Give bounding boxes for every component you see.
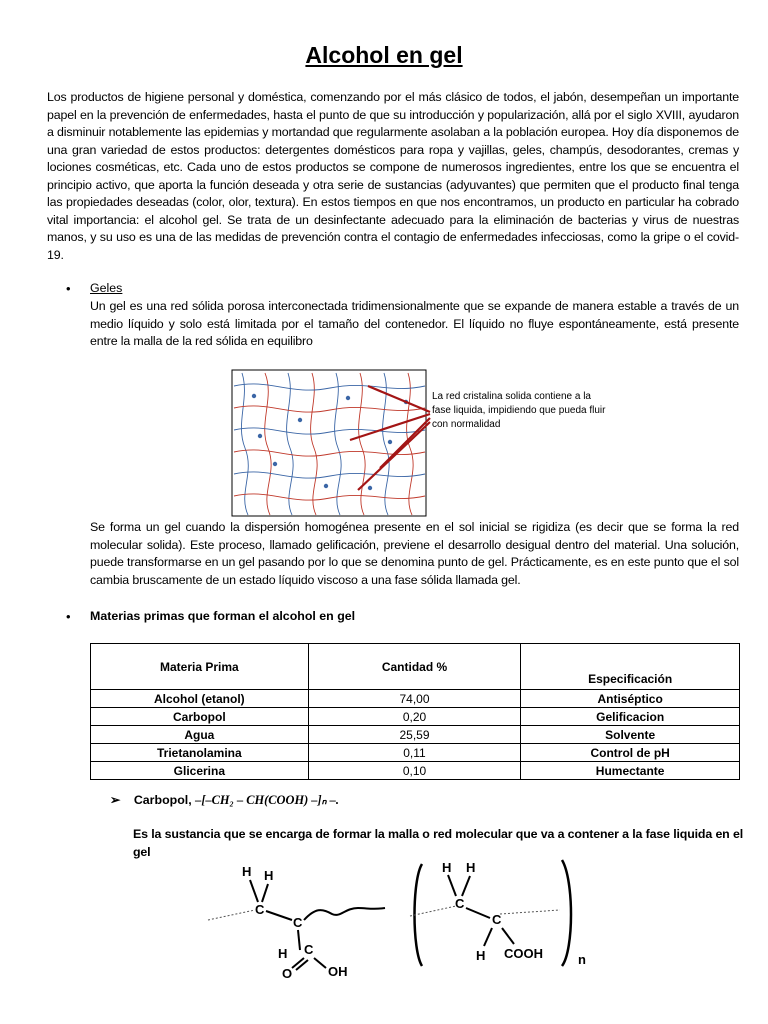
gelation-paragraph: Se forma un gel cuando la dispersión homogénea presente en el sol inicial se rigidiza (es decir que se forma la red molecular solida). Este proceso, llamado gelificación, previene el desarrollo desigual dentro del material. Una solución, puede transformarse en un gel pasando por lo que se denomina punto de gel. Prácticamente, es en este punto que el sol cambia bruscamente de un estado líquido viscoso a una fase sólida llamada gel. (90, 520, 739, 587)
table-cell: 0,20 (308, 708, 521, 726)
table-cell: 0,11 (308, 744, 521, 762)
table-header-row (91, 644, 740, 690)
carbopol-item (110, 792, 339, 808)
bullet-materias: • (66, 609, 71, 624)
table-cell: Antiséptico (521, 690, 740, 708)
table-cell: 74,00 (308, 690, 521, 708)
table-row (91, 744, 740, 762)
table-cell: 25,59 (308, 726, 521, 744)
table-row (91, 708, 740, 726)
atom-label: H (442, 860, 452, 875)
carbopol-formula: –[–CH₂ – CH(COOH) –]ₙ –. (195, 793, 339, 807)
page-title: Alcohol en gel (305, 42, 463, 68)
diagram-caption: La red cristalina solida contiene a la fase liquida, impidiendo que pueda fluir con normalidad (432, 391, 606, 430)
geles-paragraph: Un gel es una red sólida porosa interconectada tridimensionalmente que se expande de manera estable a través de un medio líquido y solo está limitada por el tamaño del contenedor. El líquido no fluye espontáneamente, está presente entre la malla de la red sólida en equilibro (90, 299, 739, 348)
bullet-geles: • (66, 281, 71, 296)
atom-label: H (278, 946, 288, 961)
geles-heading: Geles (90, 281, 123, 295)
table-cell: Solvente (521, 726, 740, 744)
atom-label: C (304, 942, 314, 957)
table-cell: Control de pH (521, 744, 740, 762)
table-cell: 0,10 (308, 762, 521, 780)
table-cell: Alcohol (etanol) (91, 690, 309, 708)
column-header: Especificación (521, 644, 740, 690)
column-header: Cantidad % (308, 644, 521, 690)
table-cell: Gelificacion (521, 708, 740, 726)
atom-label: H (476, 948, 486, 963)
carbopol-description: Es la sustancia que se encarga de formar la malla o red molecular que va a contener a la fase liquida en el gel (133, 827, 743, 859)
column-header: Materia Prima (91, 644, 309, 690)
materias-heading: Materias primas que forman el alcohol en gel (90, 609, 356, 623)
carbopol-label: Carbopol, (133, 793, 192, 807)
table-cell: Agua (91, 726, 309, 744)
subscript-n: n (578, 952, 586, 967)
atom-label: COOH (504, 946, 543, 961)
arrow-bullet-icon: ➢ (110, 793, 121, 807)
table-row (91, 690, 740, 708)
atom-label: C (255, 902, 265, 917)
table-cell: Glicerina (91, 762, 309, 780)
carbopol-structure-diagram (200, 850, 610, 980)
atom-label: C (492, 912, 502, 927)
atom-label: OH (328, 964, 348, 979)
table-cell: Trietanolamina (91, 744, 309, 762)
raw-materials-table (90, 643, 740, 780)
atom-label: C (455, 896, 465, 911)
table-row (91, 726, 740, 744)
atom-label: H (264, 868, 274, 883)
table-cell: Humectante (521, 762, 740, 780)
atom-label: H (242, 864, 252, 879)
intro-paragraph: Los productos de higiene personal y doméstica, comenzando por el más clásico de todos, el jabón, desempeñan un importante papel en la prevención de enfermedades, hasta el punto de que su introducción y popularización, allá por el siglo XVIII, ayudaron a disminuir notablemente las epidemias y mortandad que regularmente asolaban a la población europea. Hoy día disponemos de una gran variedad de estos productos: detergentes domésticos para ropa y vajillas, geles, champús, desodorantes, cremas y lociones cosméticas, etc. Cada uno de estos productos se compone de numerosos ingredientes, entre los que se encuentra el principio activo, que aporta la función deseada y otra serie de sustancias (adyuvantes) que permiten que el producto final tenga las propiedades deseadas (color, olor, textura). En estos tiempos en que nos encontramos, un producto en particular ha cobrado vital importancia: el alcohol gel. Se trata de un desinfectante adecuado para la eliminación de bacterias y virus de nuestras manos, y su uso es una de las medidas de prevención contra el contagio de enfermedades infecciosas, como la gripe o el covid-19. (47, 90, 739, 262)
atom-label: C (293, 915, 303, 930)
atom-label: H (466, 860, 476, 875)
table-cell: Carbopol (91, 708, 309, 726)
table-row (91, 762, 740, 780)
atom-label: O (282, 966, 293, 980)
